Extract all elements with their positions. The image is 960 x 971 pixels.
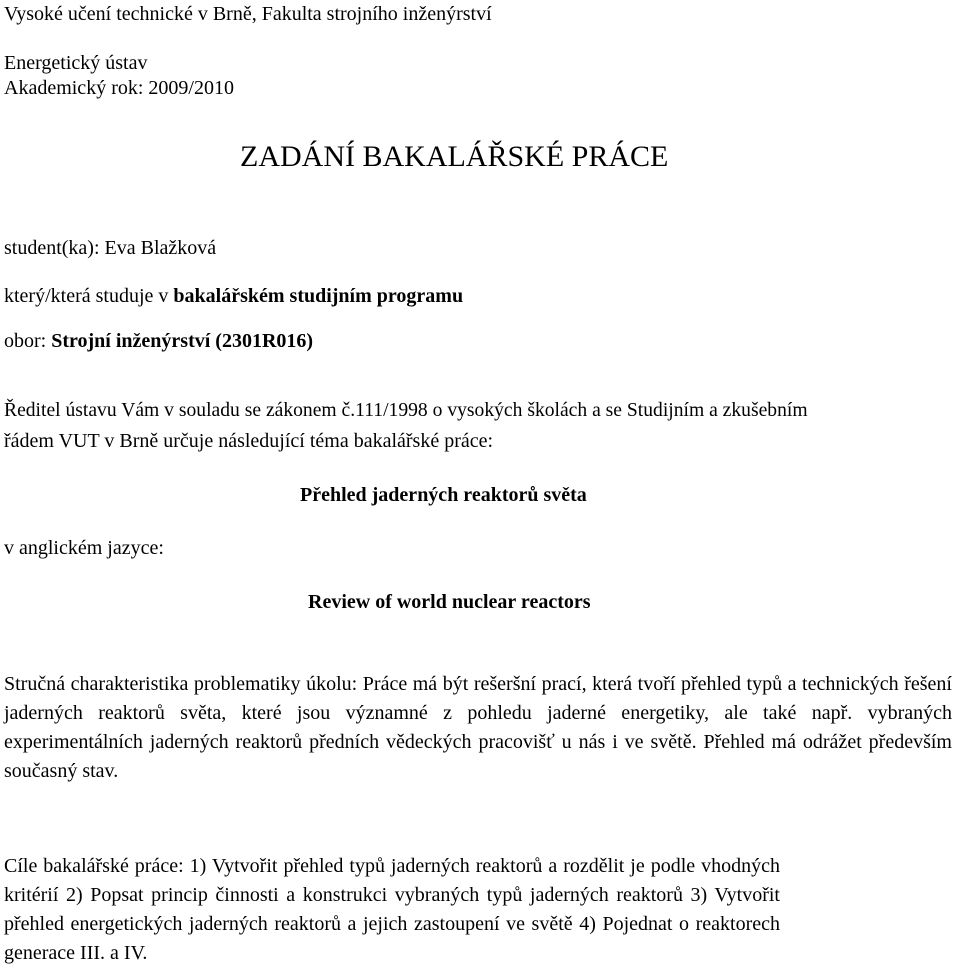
characteristics-paragraph: Stručná charakteristika problematiky úkolu: Práce má být rešeršní prací, která tvoří přehled typů a technických řešení jaderných reaktorů světa, které jsou významné z pohledu jaderné energetiky, ale také např. vybraných experimentálních jaderných reaktorů předních vědeckých pracovišť u nás i ve světě. Přehled má odrážet především současný stav.: [4, 673, 952, 782]
institution-line: Vysoké učení technické v Brně, Fakulta strojního inženýrství: [4, 3, 492, 25]
student-name: Eva Blažková: [104, 237, 217, 259]
program-line: [4, 284, 463, 308]
field-label: obor:: [4, 330, 52, 352]
program-value: bakalářském studijním programu: [173, 285, 464, 307]
english-label: v anglickém jazyce:: [4, 537, 164, 559]
field-line: [4, 329, 313, 353]
program-label: který/která studuje v: [4, 285, 174, 307]
topic-czech: Přehled jaderných reaktorů světa: [300, 484, 587, 506]
intro-line-2: řádem VUT v Brně určuje následující téma bakalářské práce:: [4, 430, 494, 452]
field-value: Strojní inženýrství (2301R016): [51, 330, 314, 352]
student-line: [4, 236, 216, 260]
student-label: student(ka):: [4, 237, 105, 259]
document-title: ZADÁNÍ BAKALÁŘSKÉ PRÁCE: [240, 140, 669, 173]
department-line: Energetický ústav: [4, 52, 148, 74]
intro-line-1: Ředitel ústavu Vám v souladu se zákonem č.111/1998 o vysokých školách a se Studijním a zkušebním: [4, 400, 808, 421]
goals-paragraph: Cíle bakalářské práce: 1) Vytvořit přehled typů jaderných reaktorů a rozdělit je podle vhodných kritérií 2) Popsat princip činnosti a konstrukci vybraných typů jaderných reaktorů 3) Vytvořit přehled energetických jaderných reaktorů a jejich zastoupení ve světě 4) Pojednat o reaktorech generace III. a IV.: [4, 855, 780, 964]
topic-english: Review of world nuclear reactors: [308, 591, 591, 613]
academic-year-line: Akademický rok: 2009/2010: [4, 77, 234, 99]
